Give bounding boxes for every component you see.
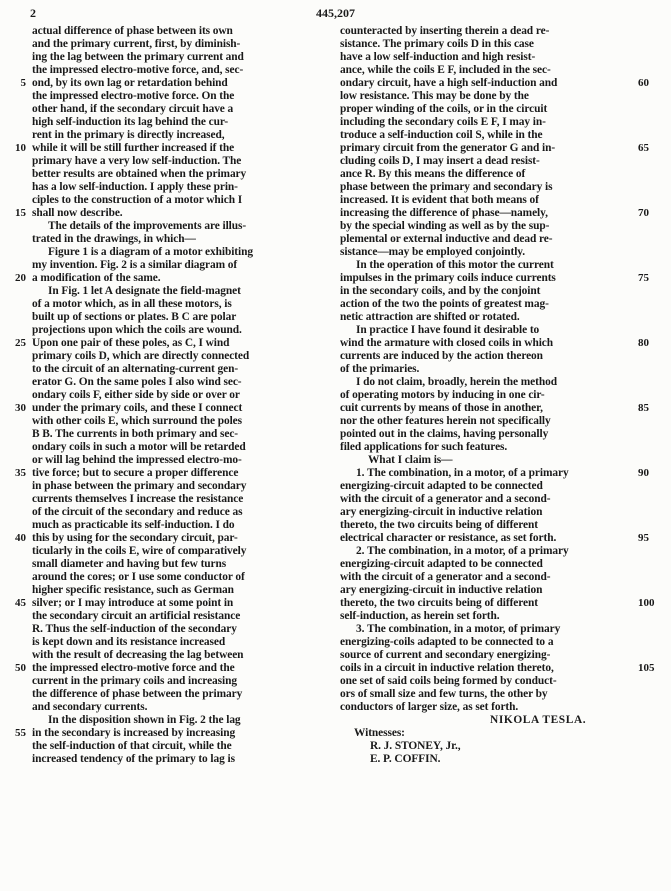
right-col-line: E. P. COFFIN. bbox=[370, 753, 441, 765]
left-col-line: of a motor which, as in all these motors, is bbox=[32, 298, 232, 310]
left-line-number: 35 bbox=[15, 467, 26, 479]
left-col-line: The details of the improvements are illus- bbox=[48, 220, 247, 232]
right-col-line: ors of small size and few turns, the other by bbox=[340, 688, 548, 700]
left-col-line: in phase between the primary and secondary bbox=[32, 480, 247, 492]
left-col-line: with the result of decreasing the lag between bbox=[32, 649, 244, 661]
left-col-line: silver; or I may introduce at some point in bbox=[32, 597, 234, 609]
right-col-line: with the circuit of a generator and a second- bbox=[340, 493, 551, 505]
left-col-line: while it will be still further increased if the bbox=[32, 142, 235, 154]
left-col-line: the difference of phase between the primary bbox=[32, 688, 243, 700]
right-col-line: by the special winding as well as by the sup- bbox=[340, 220, 550, 232]
right-line-number: 85 bbox=[638, 402, 649, 414]
right-col-line: impulses in the primary coils induce currents bbox=[340, 272, 556, 284]
left-col-line: ciples to the construction of a motor which I bbox=[32, 194, 243, 206]
right-col-line: cluding coils D, I may insert a dead resist- bbox=[340, 155, 540, 167]
left-col-line: ticularly in the coils E, wire of comparatively bbox=[32, 545, 247, 557]
right-line-number: 70 bbox=[638, 207, 649, 219]
left-col-line: ing the lag between the primary current and bbox=[32, 51, 244, 63]
right-col-line: increasing the difference of phase—namely, bbox=[340, 207, 548, 219]
right-col-line: In the operation of this motor the current bbox=[356, 259, 554, 271]
right-col-line: with the circuit of a generator and a second- bbox=[340, 571, 551, 583]
right-col-line: including the secondary coils E F, I may in- bbox=[340, 116, 546, 128]
right-col-line: In practice I have found it desirable to bbox=[356, 324, 540, 336]
left-line-number: 5 bbox=[20, 77, 26, 89]
right-col-line: troduce a self-induction coil S, while in the bbox=[340, 129, 543, 141]
left-line-number: 45 bbox=[15, 597, 26, 609]
left-col-line: small diameter and having but few turns bbox=[32, 558, 227, 570]
left-col-line: to the circuit of an alternating-current gen- bbox=[32, 363, 239, 375]
right-col-line: 1. The combination, in a motor, of a primary bbox=[356, 467, 569, 479]
right-col-line: counteracted by inserting therein a dead re- bbox=[340, 25, 550, 37]
right-col-line: energizing-coils adapted to be connected to a bbox=[340, 636, 554, 648]
right-col-line: netic attraction are shifted or rotated. bbox=[340, 311, 520, 323]
right-col-line: of operating motors by inducing in one cir- bbox=[340, 389, 545, 401]
right-col-line: have a low self-induction and high resist- bbox=[340, 51, 536, 63]
left-col-line: higher specific resistance, such as German bbox=[32, 584, 234, 596]
right-line-number: 90 bbox=[638, 467, 649, 479]
left-col-line: B B. The currents in both primary and sec- bbox=[32, 428, 239, 440]
right-col-line: sistance—may be employed conjointly. bbox=[340, 246, 526, 258]
left-col-line: in the secondary is increased by increasing bbox=[32, 727, 236, 739]
right-col-line: ary energizing-circuit in inductive relation bbox=[340, 584, 543, 596]
right-col-line: cuit currents by means of those in another, bbox=[340, 402, 543, 414]
left-line-number: 25 bbox=[15, 337, 26, 349]
left-col-line: erator G. On the same poles I also wind sec- bbox=[32, 376, 242, 388]
right-line-number: 60 bbox=[638, 77, 649, 89]
right-line-number: 95 bbox=[638, 532, 649, 544]
right-col-line: filed applications for such features. bbox=[340, 441, 508, 453]
right-col-line: phase between the primary and secondary is bbox=[340, 181, 553, 193]
right-col-line: 2. The combination, in a motor, of a primary bbox=[356, 545, 569, 557]
left-col-line: In the disposition shown in Fig. 2 the lag bbox=[48, 714, 241, 726]
right-col-line: I do not claim, broadly, herein the method bbox=[356, 376, 557, 388]
right-col-line: increased. It is evident that both means of bbox=[340, 194, 539, 206]
right-col-line: coils in a circuit in inductive relation thereto, bbox=[340, 662, 554, 674]
right-col-line: electrical character or resistance, as set forth. bbox=[340, 532, 557, 544]
left-col-line: projections upon which the coils are wound. bbox=[32, 324, 242, 336]
left-col-line: Upon one pair of these poles, as C, I wind bbox=[32, 337, 230, 349]
left-col-line: tive force; but to secure a proper difference bbox=[32, 467, 239, 479]
right-col-line: NIKOLA TESLA. bbox=[490, 714, 587, 726]
right-col-line: action of the two the points of greatest mag- bbox=[340, 298, 549, 310]
right-col-line: ary energizing-circuit in inductive relation bbox=[340, 506, 543, 518]
left-col-line: has a low self-induction. I apply these prin- bbox=[32, 181, 238, 193]
left-column bbox=[32, 25, 329, 766]
left-col-line: the secondary circuit an artificial resistance bbox=[32, 610, 241, 622]
left-line-number: 15 bbox=[15, 207, 26, 219]
right-col-line: of the primaries. bbox=[340, 363, 420, 375]
left-col-line: much as practicable its self-induction. I do bbox=[32, 519, 235, 531]
left-col-line: better results are obtained when the primary bbox=[32, 168, 247, 180]
right-line-number: 100 bbox=[638, 597, 655, 609]
left-col-line: a modification of the same. bbox=[32, 272, 161, 284]
right-col-line: pointed out in the claims, having personally bbox=[340, 428, 549, 440]
right-col-line: ondary circuit, have a high self-induction and bbox=[340, 77, 558, 89]
left-col-line: or will lag behind the impressed electro-mo- bbox=[32, 454, 242, 466]
left-col-line: ondary coils F, either side by side or over or bbox=[32, 389, 240, 401]
left-line-number: 10 bbox=[15, 142, 26, 154]
left-col-line: and the primary current, first, by diminish- bbox=[32, 38, 241, 50]
left-line-number: 50 bbox=[15, 662, 26, 674]
right-col-line: nor the other features herein not specifically bbox=[340, 415, 551, 427]
left-col-line: increased tendency of the primary to lag is bbox=[32, 753, 235, 765]
right-col-line: sistance. The primary coils D in this case bbox=[340, 38, 534, 50]
left-col-line: current in the primary coils and increasing bbox=[32, 675, 237, 687]
left-col-line: primary have a very low self-induction. The bbox=[32, 155, 242, 167]
left-col-line: high self-induction its lag behind the cur- bbox=[32, 116, 229, 128]
left-col-line: ond, by its own lag or retardation behind bbox=[32, 77, 228, 89]
left-col-line: the impressed electro-motive force. On the bbox=[32, 90, 235, 102]
right-col-line: energizing-circuit adapted to be connected bbox=[340, 558, 543, 570]
left-col-line: the impressed electro-motive force, and, sec- bbox=[32, 64, 244, 76]
right-col-line: one set of said coils being formed by conduct- bbox=[340, 675, 557, 687]
right-line-number: 105 bbox=[638, 662, 655, 674]
right-line-number: 80 bbox=[638, 337, 649, 349]
left-col-line: shall now describe. bbox=[32, 207, 123, 219]
left-col-line: the impressed electro-motive force and the bbox=[32, 662, 235, 674]
left-line-number: 30 bbox=[15, 402, 26, 414]
left-col-line: built up of sections or plates. B C are polar bbox=[32, 311, 237, 323]
left-col-line: this by using for the secondary circuit, par- bbox=[32, 532, 238, 544]
right-col-line: plemental or external inductive and dead re- bbox=[340, 233, 553, 245]
right-col-line: What I claim is— bbox=[368, 454, 453, 466]
right-col-line: proper winding of the coils, or in the circuit bbox=[340, 103, 548, 115]
left-col-line: primary coils D, which are directly connected bbox=[32, 350, 250, 362]
left-line-number: 20 bbox=[15, 272, 26, 284]
right-col-line: conductors of larger size, as set forth. bbox=[340, 701, 519, 713]
left-col-line: rent in the primary is directly increased, bbox=[32, 129, 225, 141]
left-col-line: currents themselves I increase the resistance bbox=[32, 493, 244, 505]
right-col-line: currents are induced by the action thereon bbox=[340, 350, 543, 362]
patent-number: 445,207 bbox=[316, 6, 355, 20]
left-col-line: the self-induction of that circuit, while the bbox=[32, 740, 232, 752]
left-col-line: is kept down and its resistance increased bbox=[32, 636, 226, 648]
left-col-line: and secondary currents. bbox=[32, 701, 148, 713]
left-col-line: In Fig. 1 let A designate the field-magnet bbox=[48, 285, 241, 297]
left-col-line: of the circuit of the secondary and reduce as bbox=[32, 506, 243, 518]
left-col-line: my invention. Fig. 2 is a similar diagram of bbox=[32, 259, 238, 271]
right-col-line: primary circuit from the generator G and in- bbox=[340, 142, 556, 154]
left-col-line: other hand, if the secondary circuit have a bbox=[32, 103, 234, 115]
right-col-line: Witnesses: bbox=[354, 727, 405, 739]
left-col-line: Figure 1 is a diagram of a motor exhibiting bbox=[48, 246, 253, 258]
left-col-line: R. Thus the self-induction of the secondary bbox=[32, 623, 237, 635]
right-column bbox=[340, 25, 632, 766]
right-col-line: thereto, the two circuits being of different bbox=[340, 519, 538, 531]
right-col-line: source of current and secondary energizing- bbox=[340, 649, 551, 661]
right-col-line: in the secondary coils, and by the conjoint bbox=[340, 285, 541, 297]
right-col-line: ance, while the coils E F, included in the sec- bbox=[340, 64, 551, 76]
left-col-line: trated in the drawings, in which— bbox=[32, 233, 196, 245]
right-line-number: 75 bbox=[638, 272, 649, 284]
right-col-line: energizing-circuit adapted to be connected bbox=[340, 480, 543, 492]
left-col-line: under the primary coils, and these I connect bbox=[32, 402, 243, 414]
right-line-number: 65 bbox=[638, 142, 649, 154]
right-col-line: 3. The combination, in a motor, of primary bbox=[356, 623, 561, 635]
left-line-number: 40 bbox=[15, 532, 26, 544]
left-col-line: ondary coils in such a motor will be retarded bbox=[32, 441, 246, 453]
right-col-line: wind the armature with closed coils in which bbox=[340, 337, 554, 349]
left-line-number: 55 bbox=[15, 727, 26, 739]
right-col-line: R. J. STONEY, Jr., bbox=[370, 740, 461, 752]
left-col-line: actual difference of phase between its own bbox=[32, 25, 233, 37]
left-col-line: around the cores; or I use some conductor of bbox=[32, 571, 245, 583]
right-col-line: ance R. By this means the difference of bbox=[340, 168, 526, 180]
right-col-line: self-induction, as herein set forth. bbox=[340, 610, 500, 622]
right-col-line: low resistance. This may be done by the bbox=[340, 90, 529, 102]
right-col-line: thereto, the two circuits being of different bbox=[340, 597, 538, 609]
left-col-line: with other coils E, which surround the poles bbox=[32, 415, 242, 427]
page-number: 2 bbox=[30, 6, 36, 20]
